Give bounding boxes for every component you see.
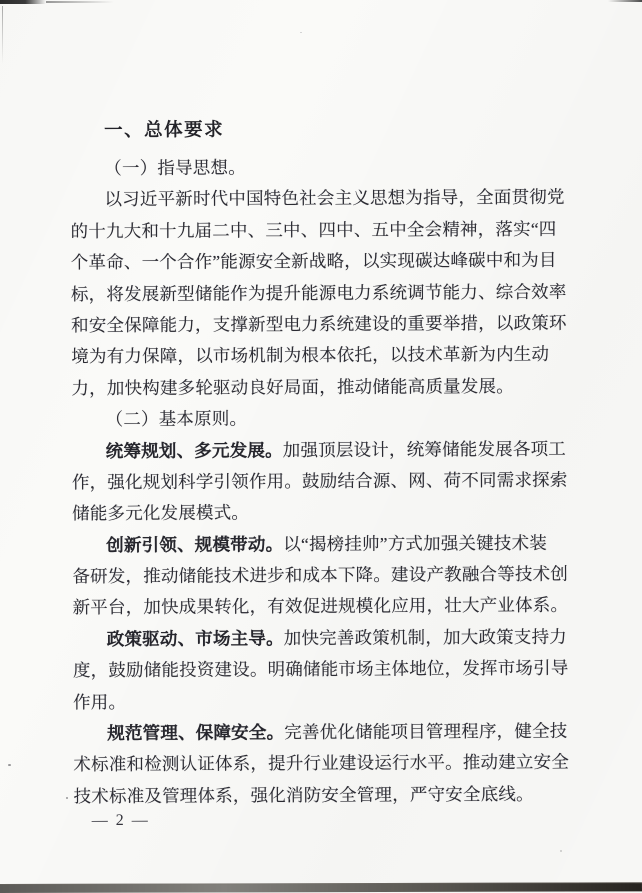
text-line: 个革命、一个合作”能源安全新战略，以实现碳达峰碳中和为目 [70,249,557,273]
scan-speck [560,850,562,852]
principle-lead: 规范管理、保障安全。 [107,722,285,744]
text-line: 境为有力保障，以市场机制为根本依托，以技术革新为内生动 [71,344,550,367]
principle-first-line-text: 完善优化储能项目管理程序，健全技 [284,720,568,743]
text-line: 术标准和检测认证体系，提升行业建设运行水平。推动建立安全 [73,752,570,775]
text-line: 的十九大和十九届二中、三中、四中、五中全会精神，落实“四 [70,218,557,242]
principle-first-line [73,622,566,656]
principles-list [71,433,570,812]
scan-speck [66,797,68,799]
subheading-guiding-ideology: （一）指导思想。 [104,157,246,179]
text-line: 作用。 [73,691,127,712]
scan-artifact-top-left-fade [46,1,114,3]
paragraph-guiding-ideology [70,182,567,404]
scan-artifact-top-left-line [0,0,46,4]
page-number: — 2 — [91,812,150,830]
principle-lead: 创新引领、规模带动。 [106,533,284,555]
principle-lead: 统筹规划、多元发展。 [105,439,283,461]
principle-first-line-text: 加快完善政策机制，加大政策支持力 [283,626,567,649]
scan-speck [300,32,302,33]
principle-first-line [73,716,566,750]
section-heading: 一、总体要求 [104,120,225,142]
text-line: 标，将发展新型储能作为提升能源电力系统调节能力、综合效率 [70,281,567,304]
text-line: 备研发，推动储能技术进步和成本下降。建设产教融合等技术创 [72,563,569,587]
principle-first-line-text: 加强顶层设计，统筹储能发展各项工 [282,438,567,460]
text-line: 度，鼓励储能投资建设。明确储能市场主体地位，发挥市场引导 [72,657,569,681]
text-line: 技术标准及管理体系，强化消防安全管理，严守安全底线。 [73,783,534,807]
scan-artifact-top-right-line [608,0,642,2]
principle-first-line [72,433,565,467]
principle-first-line [72,527,565,561]
subheading-basic-principles: （二）基本原则。 [105,408,248,430]
document-body [70,113,570,837]
text-line: 以习近平新时代中国特色社会主义思想为指导，全面贯彻党 [104,187,565,210]
text-line: 和安全保障能力，支撑新型电力系统建设的重要举措，以政策环 [71,312,567,336]
text-line: 储能多元化发展模式。 [72,502,250,524]
text-line: 力，加快构建多轮驱动良好局面，推动储能高质量发展。 [71,375,514,399]
scan-artifact-bottom-band [0,882,642,893]
text-line: 新平台，加快成果转化，有效促进规模化应用，壮大产业体系。 [72,595,569,618]
scan-speck [8,764,11,766]
text-line: 作，强化规划科学引领作用。鼓励结合源、网、荷不同需求探索 [71,469,568,493]
principle-lead: 政策驱动、市场主导。 [106,628,284,649]
principle-first-line-text: 以“揭榜挂帅”方式加强关键技术装 [283,532,548,554]
scan-artifact-left-edge [2,6,3,64]
